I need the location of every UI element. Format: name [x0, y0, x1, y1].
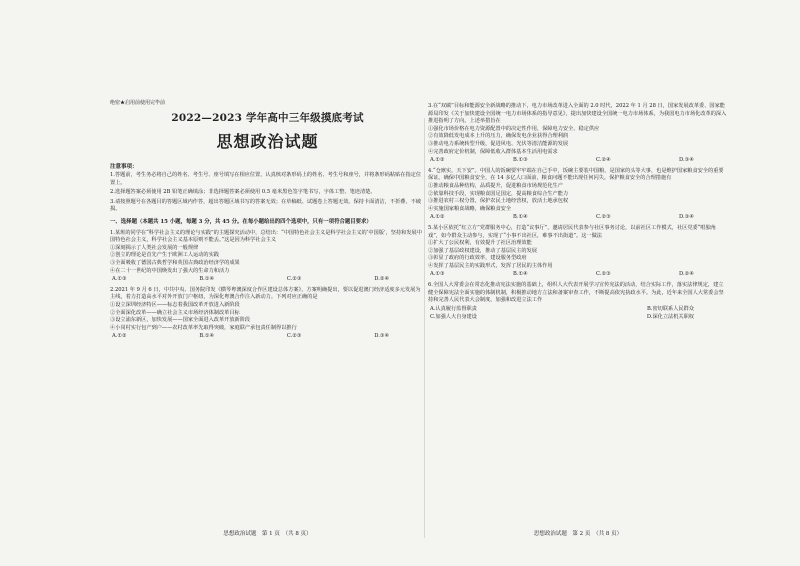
question-1 [110, 230, 425, 284]
option-b: B.①③ [512, 157, 528, 164]
question-4 [428, 168, 728, 222]
confidential-mark: 绝密★启用前使用完毕前 [110, 100, 166, 106]
subject-title: 思想政治试题 [216, 132, 319, 151]
question-item: ④实施国家粮食战略，确保粮食安全 [428, 205, 512, 212]
option-d: D.③④ [374, 333, 390, 340]
option-b: B.密切联系人民群众 [647, 305, 694, 312]
answer-options [430, 271, 694, 279]
question-item: ①扩大了公民权利，有效提升了社区治理效能 [428, 240, 532, 247]
option-d: D.②④ [679, 271, 694, 278]
question-item: ①深刻揭示了人类社会发展的一般规律 [110, 244, 199, 251]
option-b: B.①④ [199, 276, 215, 283]
question-item: ②依靠科技手段，实现粮食国足国定，提高粮食综合生产能力 [428, 190, 569, 197]
question-stem: 6.全国人大常委会在常态化推动宪法实施的基础上，组织人大代表开展学习宣传宪法的活动，结合实际工作，落实法律规定，建立健全保障宪法全面实施的体制机制，积极推动地方立法和备案审查工作，不断提高依宪执政水平。为此，近年来全国人大常委会坚持和完善人民代表大会制度，加强和改进立法工作 [428, 282, 724, 304]
note-item: 1.答题前，考生务必将自己的姓名、考生号、座号填写在相应位置，认真核对条形码上的姓名、考生号和座号，并将条形码粘贴在指定位置上。 [110, 172, 422, 186]
option-c: C.②③ [286, 333, 302, 340]
option-d: D.②④ [374, 276, 390, 283]
notes-list [110, 172, 425, 214]
answer-options [112, 276, 389, 284]
question-3 [428, 103, 728, 165]
question-stem: 1.某班的同学在“科学社会主义的理论与实践”的主题探究活动中，总结出：“中国特色社会主义是科学社会主义的‘中国版’，坚持和发展中国特色社会主义，科学社会主义基本原则不能丢。”这是因为科学社会主义 [110, 229, 422, 244]
answer-options [112, 333, 389, 341]
question-2 [110, 287, 425, 341]
question-item: ①强化市场价格在电力资源配置中的决定性作用，保障电力安全、稳定供应 [428, 125, 600, 132]
question-6 [428, 282, 728, 322]
option-d: D.③④ [679, 214, 694, 221]
answer-options [430, 157, 694, 165]
right-page [428, 100, 728, 323]
question-stem: 5.某小区依托“红立方”党群服务中心，打造“议事厅”，邀请居民代表参与社区事务讨论，以前社区工作模式，社区党委“唱独角戏”，如今群众主动参与，实现了“小事不出社区，难事不出街道”。这一做法 [428, 224, 716, 239]
option-c: C.②③ [286, 276, 302, 283]
option-a: A.①② [430, 157, 445, 164]
answer-options [430, 306, 694, 314]
question-item: ②有效降低发电成本上升的压力，确保发电企业获得合理利润 [428, 133, 569, 140]
note-item: 3.请按照题号在各题目的答题区域内作答，超出答题区域书写的答案无效；在草稿纸、试题卷上答题无效。保持卡面清洁，不折叠、不破损。 [110, 198, 422, 213]
option-a: A.认真履行监督职责 [430, 305, 477, 312]
option-a: A.①③ [430, 271, 445, 278]
question-item: ④完善政府定价机制，保障低收入群体基本生活用电需求 [428, 148, 558, 155]
question-stem: 2.2021 年 9 月 6 日，中共中央、国务院印发《横琴粤澳深度合作区建设总体方案》，方案明确提出，要以促进澳门经济适度多元发展为主线，着力打造高水平对外开放门户枢纽，为深化粤澳合作注入新动力。下列对应正确的是 [110, 286, 421, 301]
option-d: D.③④ [679, 157, 694, 164]
option-a: A.①③ [112, 276, 127, 283]
option-b: B.①④ [512, 214, 528, 221]
question-5 [428, 225, 728, 279]
answer-options [430, 214, 694, 222]
option-c: C.②④ [596, 157, 611, 164]
question-item: ③推进农村三权分置，保护农民土地经营权，放活土地承包权 [428, 198, 569, 205]
left-page [110, 100, 425, 342]
option-c: C.加强人大自身建设 [430, 314, 477, 321]
page-footer-left: 思想政治试题 第 1 页 （共 8 页） [223, 531, 312, 537]
page-footer-right: 思想政治试题 第 2 页 （共 8 页） [533, 531, 623, 537]
option-b: B.①④ [199, 333, 215, 340]
page-divider [424, 118, 425, 538]
option-d: D.深化立法机关职权 [646, 314, 694, 321]
question-stem: 4.“仓廪实，天下安”。中国人的饭碗要牢牢端在自己手中，饭碗主要装中国粮，是国家的头等大事，也是维护国家粮食安全的重要保证。确保中国粮食安全，在 14 多亿人口面前，粮食问题不能出现任何闪失。保护粮食安全的合理措施有 [428, 167, 724, 182]
question-item: ①推动粮食品种结构，品质提升，促进粮食市场规范化生产 [428, 182, 563, 189]
question-item: ④在二十一世纪的中国焕发出了强大的生命力和活力 [110, 267, 230, 274]
question-item: ②创立的理论是首先产生于欧洲工人运动的实践 [110, 252, 219, 259]
exam-title: 2022—2023 学年高中三年级摸底考试 [171, 112, 364, 124]
question-item: ③设立浦东新区，加快发展——国家全面进入改革开放新阶段 [110, 317, 251, 324]
answer-options [430, 314, 694, 322]
question-item: ②全面深化改革——确立社会主义市场经济体制改革目标 [110, 309, 240, 316]
question-item: ③全面吸收了德国古典哲学和英国古典政治经济学的成果 [110, 259, 240, 266]
option-c: C.②③ [596, 214, 611, 221]
question-item: ④发挥了基层民主的实践形式，发挥了居民的主体作用 [428, 262, 553, 269]
note-item: 2.选择题答案必须使用 2B 铅笔正确填涂；非选择题答案必须使用 0.5 毫米黑色签字笔书写，字体工整、笔迹清楚。 [110, 189, 376, 196]
option-a: A.①② [112, 333, 127, 340]
option-b: B.①④ [512, 271, 528, 278]
question-item: ④小岗村实行包产到户——农村改革率先取得突破，家庭联产承包责任制得以推行 [110, 324, 297, 331]
question-item: ②加强了基层政权建设，推动了基层民主的发展 [428, 247, 537, 254]
question-item: ③推动电力系统转型升级，促进风电、光伏等清洁能源的发展 [428, 140, 569, 147]
question-item: ③彰显了政府的行政效率，建设服务型政府 [428, 255, 527, 262]
question-stem: 3.在“双碳”目标和能源安全新战略的推动下，电力市场改革进入全面的 2.0 时代，2022 年 1 月 28 日，国家发展改革委、国家能源局印发《关于加快建设全国统一电力市场体系的指导意见》，提出加快建设全国统一电力市场体系，为我国电力市场化改革的深入推进指明了方向。上述举措旨在 [428, 103, 727, 125]
section-heading: 一、选择题（本题共 15 小题，每题 3 分，共 45 分。在每小题给出的四个选项中，只有一项符合题目要求） [110, 218, 372, 225]
question-item: ①设立深圳经济特区——标志着我国改革开放进入新阶段 [110, 301, 240, 308]
option-a: A.①② [430, 214, 445, 221]
option-c: C.②③ [596, 271, 611, 278]
notes-heading: 注意事项： [110, 164, 138, 170]
